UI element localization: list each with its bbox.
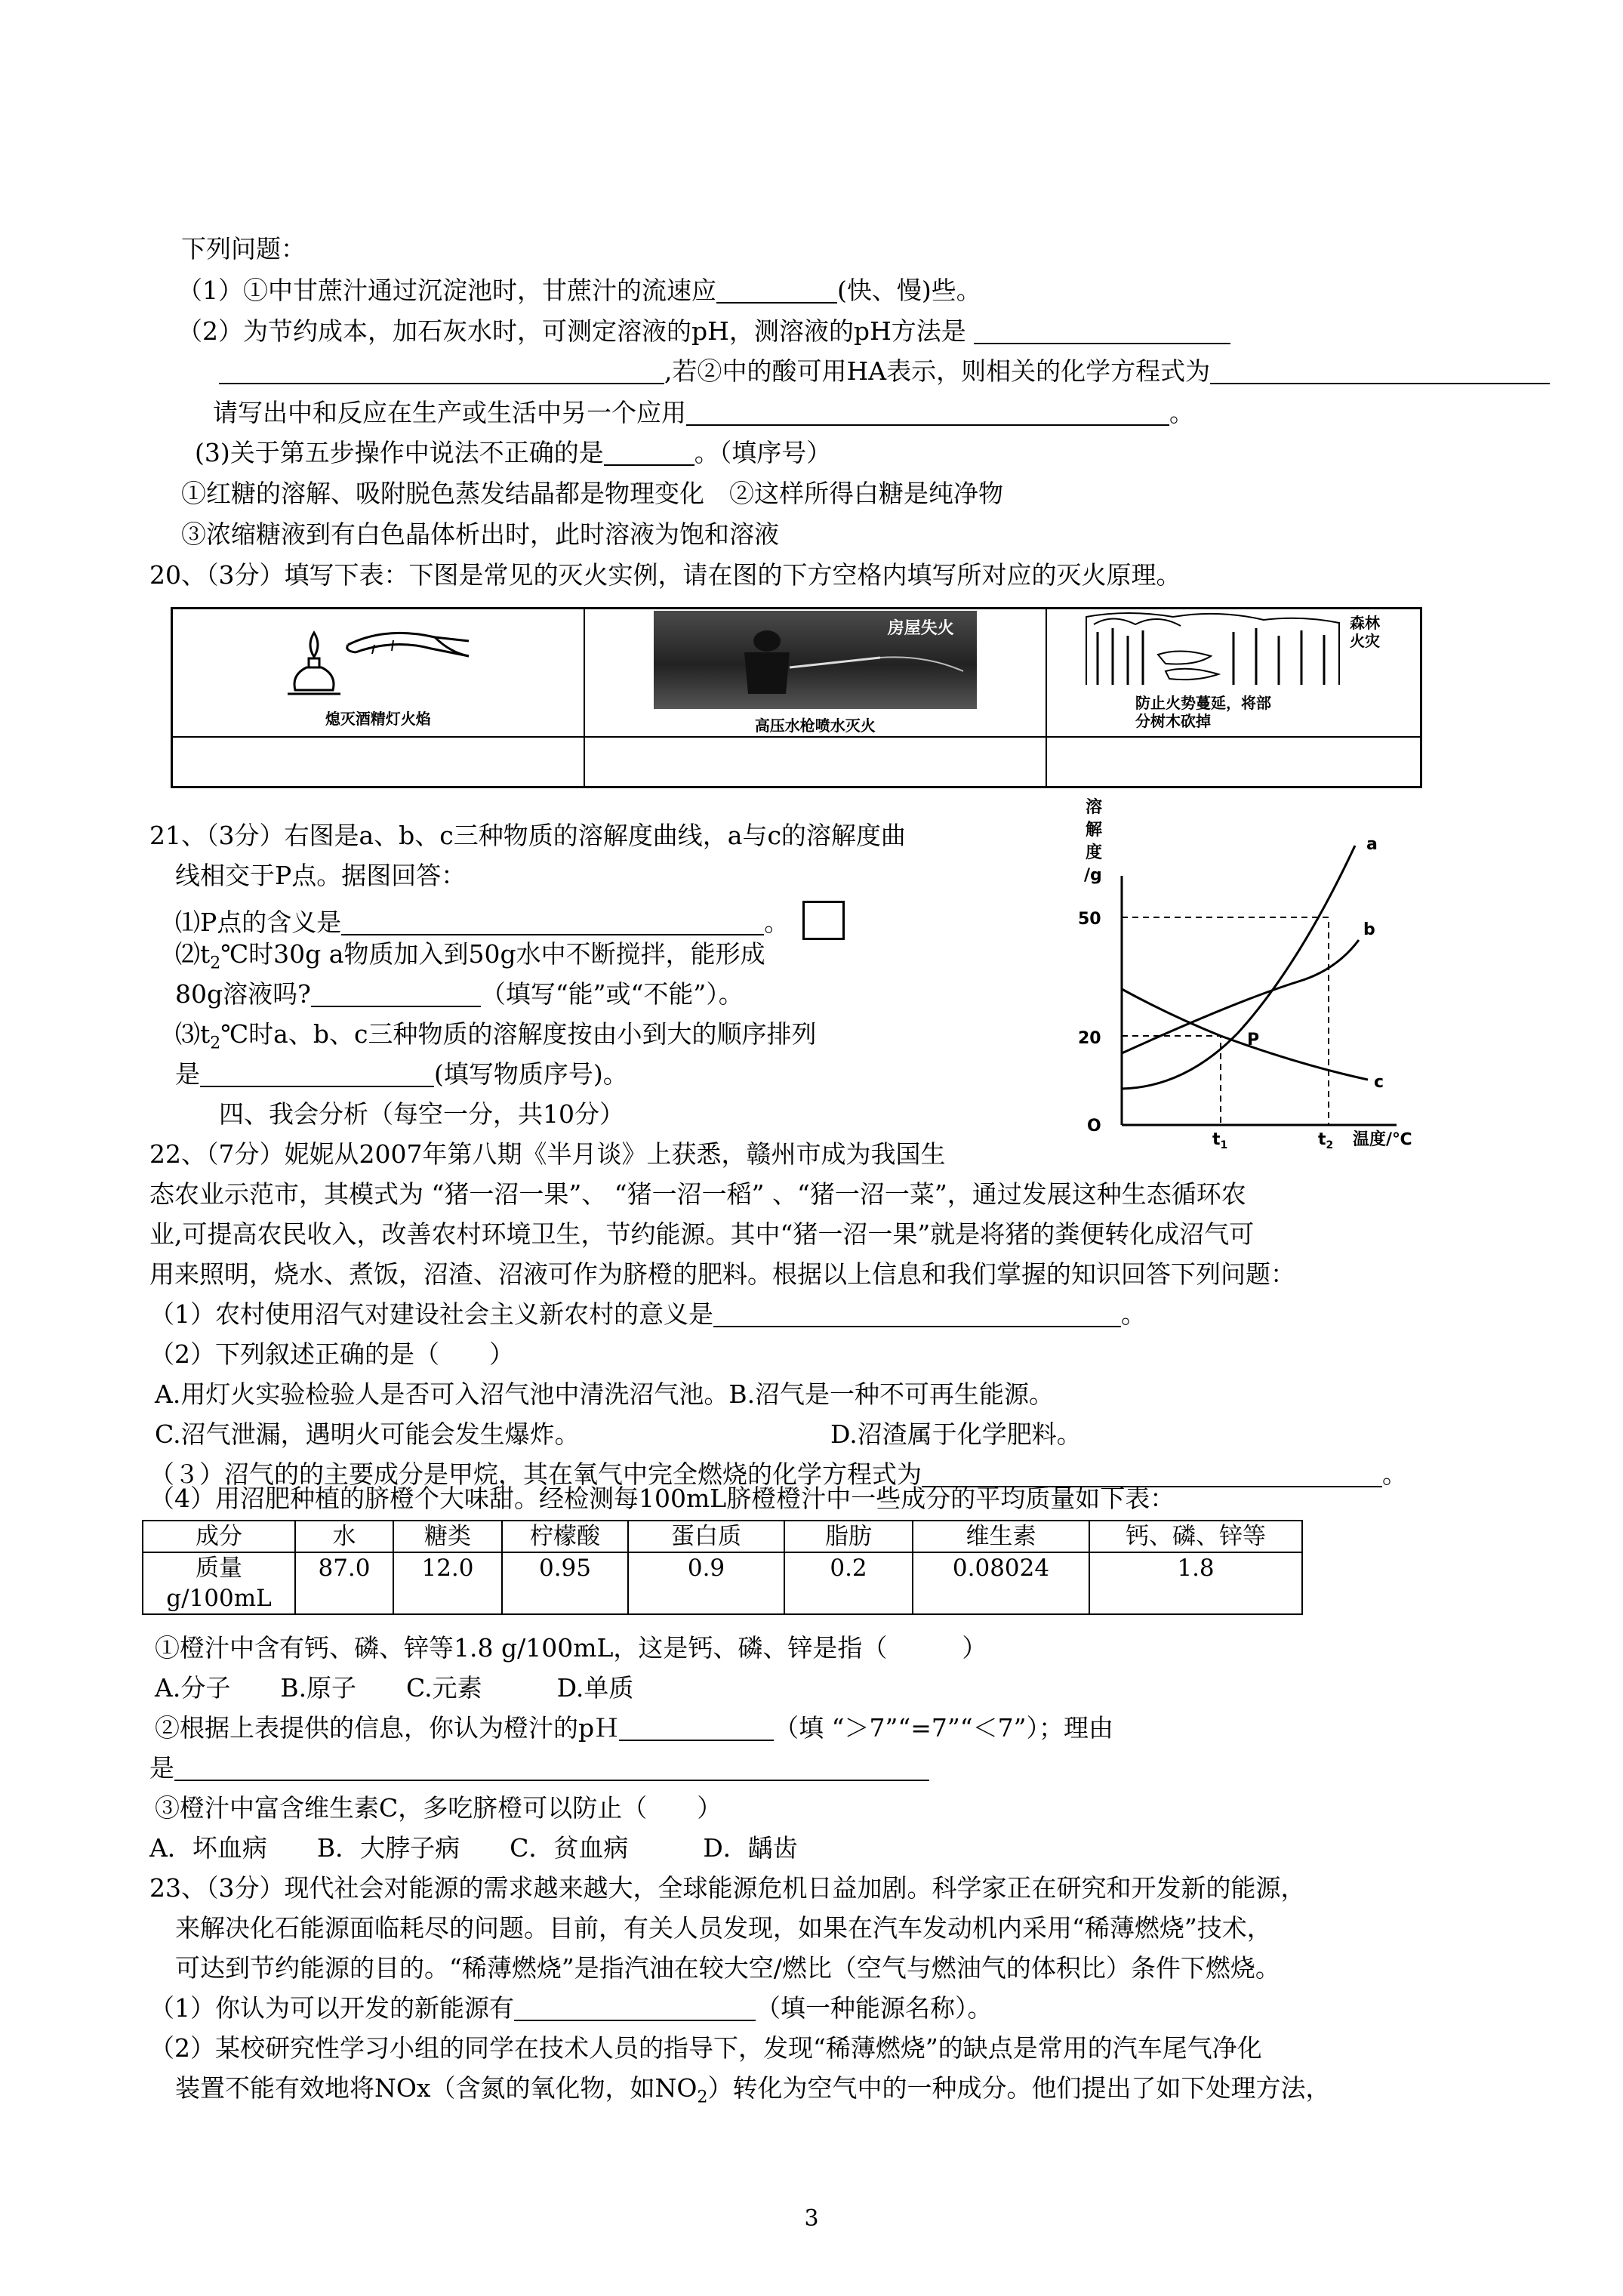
table-header: 柠檬酸: [502, 1521, 628, 1552]
table-cell: 1.8: [1089, 1552, 1302, 1614]
answer-blank[interactable]: [311, 983, 481, 1007]
text-line: [149, 1299, 1146, 1330]
text-segment: 。: [1169, 398, 1194, 427]
fire-example-caption: [1135, 694, 1271, 730]
table-row-label: [143, 1552, 295, 1614]
text-line: [213, 398, 1194, 428]
table-cell: 0.95: [502, 1552, 628, 1614]
caption-line: 防止火势蔓延，将部: [1135, 694, 1271, 712]
tick-label: 50: [1078, 910, 1101, 929]
text-line: [195, 438, 831, 468]
text-segment: ⑴P点的含义是: [175, 908, 342, 937]
text-segment: 。: [1382, 1459, 1407, 1489]
origin-label: O: [1087, 1117, 1101, 1136]
text-segment: ℃时a、b、c三种物质的溶解度按由小到大的顺序排列: [220, 1019, 817, 1049]
subscript: 2: [210, 954, 221, 973]
tick-label: [1212, 1130, 1227, 1151]
text-line: [155, 1713, 1113, 1743]
text-line: [175, 1019, 817, 1053]
text-segment: （填一种能源名称）。: [756, 1993, 993, 2023]
page-number: 3: [804, 2205, 819, 2232]
text-segment: (快、慢)些。: [837, 276, 981, 305]
text-line: （2）下列叙述正确的是（ ）: [149, 1339, 514, 1369]
answer-blank[interactable]: [974, 320, 1230, 344]
answer-blank[interactable]: [713, 1303, 1121, 1327]
text-line: [175, 939, 765, 973]
y-axis-label: /g: [1084, 866, 1102, 885]
answer-blank[interactable]: [174, 1757, 929, 1781]
text-line: ③橙汁中富含维生素C，多吃脐橙可以防止（ ）: [155, 1793, 722, 1823]
fire-extinguishing-table: [171, 607, 1422, 788]
fire-example-cell: [1046, 609, 1421, 738]
answer-blank[interactable]: [686, 402, 1169, 426]
curve-b: [1122, 940, 1359, 1053]
table-header: 糖类: [393, 1521, 502, 1552]
answer-cell[interactable]: [584, 737, 1046, 787]
guide-lines: [1122, 917, 1329, 1125]
table-header: 水: [295, 1521, 393, 1552]
forest-icon: [1083, 609, 1347, 691]
text-segment: （填写“能”或“不能”）。: [480, 979, 744, 1009]
text-segment: (3)关于第五步操作中说法不正确的是: [195, 438, 604, 467]
alcohol-lamp-icon: [242, 622, 514, 705]
answer-blank[interactable]: [716, 279, 837, 304]
text-line: 23、（3分）现代社会对能源的需求越来越大，全球能源危机日益加剧。科学家正在研究和开发新的能源，: [149, 1873, 1306, 1903]
text-segment: 。: [1121, 1299, 1146, 1329]
tick-text: t: [1212, 1130, 1221, 1149]
text-line: A.用灯火实验检验人是否可入沼气池中清洗沼气池。B.沼气是一种不可再生能源。: [155, 1379, 1055, 1409]
curve-a: [1122, 846, 1355, 1089]
text-line: 用来照明，烧水、煮饭，沼渣、沼液可作为脐橙的肥料。根据以上信息和我们掌握的知识回答下列问题：: [149, 1259, 1295, 1289]
forest-fire-illustration: [1083, 609, 1384, 736]
text-segment: (填写物质序号)。: [434, 1059, 628, 1089]
text-line: 20、（3分）填写下表：下图是常见的灭火实例，请在图的下方空格内填写所对应的灭火原理。: [149, 560, 1181, 590]
text-line: [177, 276, 981, 306]
text-line: C.沼气泄漏，遇明火可能会发生爆炸。: [155, 1419, 580, 1449]
text-line: [177, 316, 1230, 347]
table-cell: 87.0: [295, 1552, 393, 1614]
photo-tag: 森林火灾: [1349, 614, 1380, 650]
text-segment: 。（填序号）: [694, 438, 832, 467]
y-axis-label: 溶: [1086, 798, 1103, 817]
intersection-label: P: [1247, 1031, 1260, 1049]
text-line: （2）某校研究性学习小组的同学在技术人员的指导下，发现“稀薄燃烧”的缺点是常用的汽车尾气净化: [149, 2033, 1262, 2063]
text-segment: （３）沼气的的主要成分是甲烷，其在氧气中完全燃烧的化学方程式为: [149, 1459, 922, 1489]
curve-label-b: b: [1363, 920, 1375, 939]
solubility-curve-diagram: [1072, 793, 1412, 1185]
house-fire-photo: [654, 611, 977, 709]
text-line: 22、（7分）妮妮从2007年第八期《半月谈》上获悉，赣州市成为我国生: [149, 1139, 946, 1169]
text-segment: （1）你认为可以开发的新能源有: [149, 1993, 514, 2023]
text-line: 可达到节约能源的目的。“稀薄燃烧”是指汽油在较大空/燃比（空气与燃油气的体积比）条件下燃烧。: [175, 1953, 1280, 1983]
fire-example-caption: 熄灭酒精灯火焰: [325, 709, 431, 728]
text-line: [175, 901, 845, 940]
table-cell: 0.9: [628, 1552, 784, 1614]
table-header: 维生素: [913, 1521, 1089, 1552]
text-segment: ,若②中的酸可用HA表示，则相关的化学方程式为: [664, 356, 1211, 386]
tick-subscript: 1: [1220, 1139, 1228, 1151]
text-line: D.沼渣属于化学肥料。: [830, 1419, 1082, 1449]
text-segment: 。: [764, 908, 790, 937]
label-line: 质量: [196, 1555, 242, 1582]
checkbox-square[interactable]: [802, 901, 845, 940]
text-line: ①橙汁中含有钙、磷、锌等1.8 g/100mL，这是钙、磷、锌是指（ ）: [155, 1633, 987, 1663]
table-header: 成分: [143, 1521, 295, 1552]
text-line: [175, 2073, 1331, 2107]
caption-line: 分树木砍掉: [1135, 712, 1211, 730]
text-line: 态农业示范市，其模式为 “猪一沼一果”、 “猪一沼一稻” 、“猪一沼一菜”，通过发展这种生态循环农: [149, 1179, 1246, 1209]
subscript: 2: [210, 1034, 221, 1053]
text-line: [219, 356, 1550, 387]
text-segment: （1）①中甘蔗汁通过沉淀池时，甘蔗汁的流速应: [177, 276, 716, 305]
tick-subscript: 2: [1326, 1139, 1334, 1151]
tick-label: 20: [1078, 1029, 1101, 1048]
text-line: （4）用沼肥种植的脐橙个大味甜。经检测每100mL脐橙橙汁中一些成分的平均质量如下表：: [149, 1484, 1175, 1513]
text-line: 21、（3分）右图是a、b、c三种物质的溶解度曲线，a与c的溶解度曲: [149, 821, 906, 850]
answer-blank[interactable]: [200, 1063, 434, 1087]
text-segment: 装置不能有效地将NOx（含氮的氧化物，如NO: [175, 2073, 698, 2103]
text-line: 线相交于P点。据图回答：: [175, 861, 467, 890]
table-header: 蛋白质: [628, 1521, 784, 1552]
text-line: 业,可提高农民收入，改善农村环境卫生，节约能源。其中“猪一沼一果”就是将猪的粪便转化成沼气可: [149, 1219, 1255, 1249]
text-segment: 是: [175, 1059, 200, 1089]
tick-text: t: [1318, 1130, 1326, 1149]
curve-label-c: c: [1374, 1073, 1384, 1092]
table-header: 脂肪: [784, 1521, 913, 1552]
axes: [1122, 876, 1397, 1125]
text-line: ③浓缩糖液到有白色晶体析出时，此时溶液为饱和溶液: [181, 519, 779, 549]
text-line: ①红糖的溶解、吸附脱色蒸发结晶都是物理变化 ②这样所得白糖是纯净物: [181, 479, 1003, 508]
firefighter-icon: [654, 611, 977, 709]
text-line: [175, 1059, 628, 1089]
answer-blank[interactable]: [341, 911, 764, 935]
photo-tag: 房屋失火: [887, 618, 954, 638]
curves: [1122, 846, 1368, 1089]
answer-blank[interactable]: [604, 442, 694, 466]
fire-example-cell: [584, 609, 1046, 738]
text-line: A.分子 B.原子 C.元素 D.单质: [155, 1673, 634, 1703]
answer-blank[interactable]: [219, 360, 664, 384]
answer-blank[interactable]: [619, 1717, 774, 1741]
text-line: [149, 1993, 993, 2023]
table-cell: 0.08024: [913, 1552, 1089, 1614]
orange-juice-nutrient-table: [142, 1520, 1303, 1615]
text-line: [149, 1753, 929, 1783]
text-line: A．坏血病 B．大脖子病 C．贫血病 D．龋齿: [149, 1833, 798, 1863]
text-segment: ）转化为空气中的一种成分。他们提出了如下处理方法，: [707, 2073, 1331, 2103]
text-segment: 是: [149, 1753, 174, 1783]
subscript: 2: [697, 2088, 708, 2107]
text-line: [175, 979, 744, 1009]
text-segment: 请写出中和反应在生产或生活中另一个应用: [213, 398, 686, 427]
text-segment: （填 “＞7”“=7”“＜7”）；理由: [774, 1713, 1113, 1743]
text-segment: ⑶t: [175, 1019, 211, 1049]
section-heading: 四、我会分析（每空一分，共10分）: [219, 1099, 624, 1129]
answer-blank[interactable]: [1210, 360, 1550, 384]
text-segment: （2）为节约成本，加石灰水时，可测定溶液的pH，测溶液的pH方法是: [177, 316, 966, 346]
text-segment: ②根据上表提供的信息，你认为橙汁的pＨ: [155, 1713, 620, 1743]
text-segment: （1）农村使用沼气对建设社会主义新农村的意义是: [149, 1299, 713, 1329]
fire-example-caption: 高压水枪喷水灭火: [754, 716, 876, 735]
text-line: 来解决化石能源面临耗尽的问题。目前，有关人员发现，如果在汽车发动机内采用“稀薄燃烧”技术，: [175, 1913, 1272, 1943]
text-segment: ⑵t: [175, 939, 211, 969]
table-header: 钙、磷、锌等: [1089, 1521, 1302, 1552]
answer-blank[interactable]: [514, 1997, 756, 2021]
answer-cell[interactable]: [1046, 737, 1421, 787]
y-axis-label: 度: [1086, 843, 1103, 862]
text-line: 下列问题：: [181, 234, 306, 264]
answer-cell[interactable]: [172, 737, 584, 787]
curve-c: [1122, 989, 1368, 1080]
curve-label-a: a: [1366, 835, 1378, 854]
table-cell: 12.0: [393, 1552, 502, 1614]
tick-label: [1318, 1130, 1333, 1151]
y-axis-label: 解: [1086, 821, 1103, 840]
label-line: g/100mL: [166, 1585, 272, 1612]
text-segment: 80g溶液吗?: [175, 979, 311, 1009]
text-segment: ℃时30g a物质加入到50g水中不断搅拌，能形成: [220, 939, 765, 969]
fire-example-cell: [172, 609, 584, 738]
table-cell: 0.2: [784, 1552, 913, 1614]
x-axis-label: 温度/℃: [1353, 1130, 1412, 1149]
